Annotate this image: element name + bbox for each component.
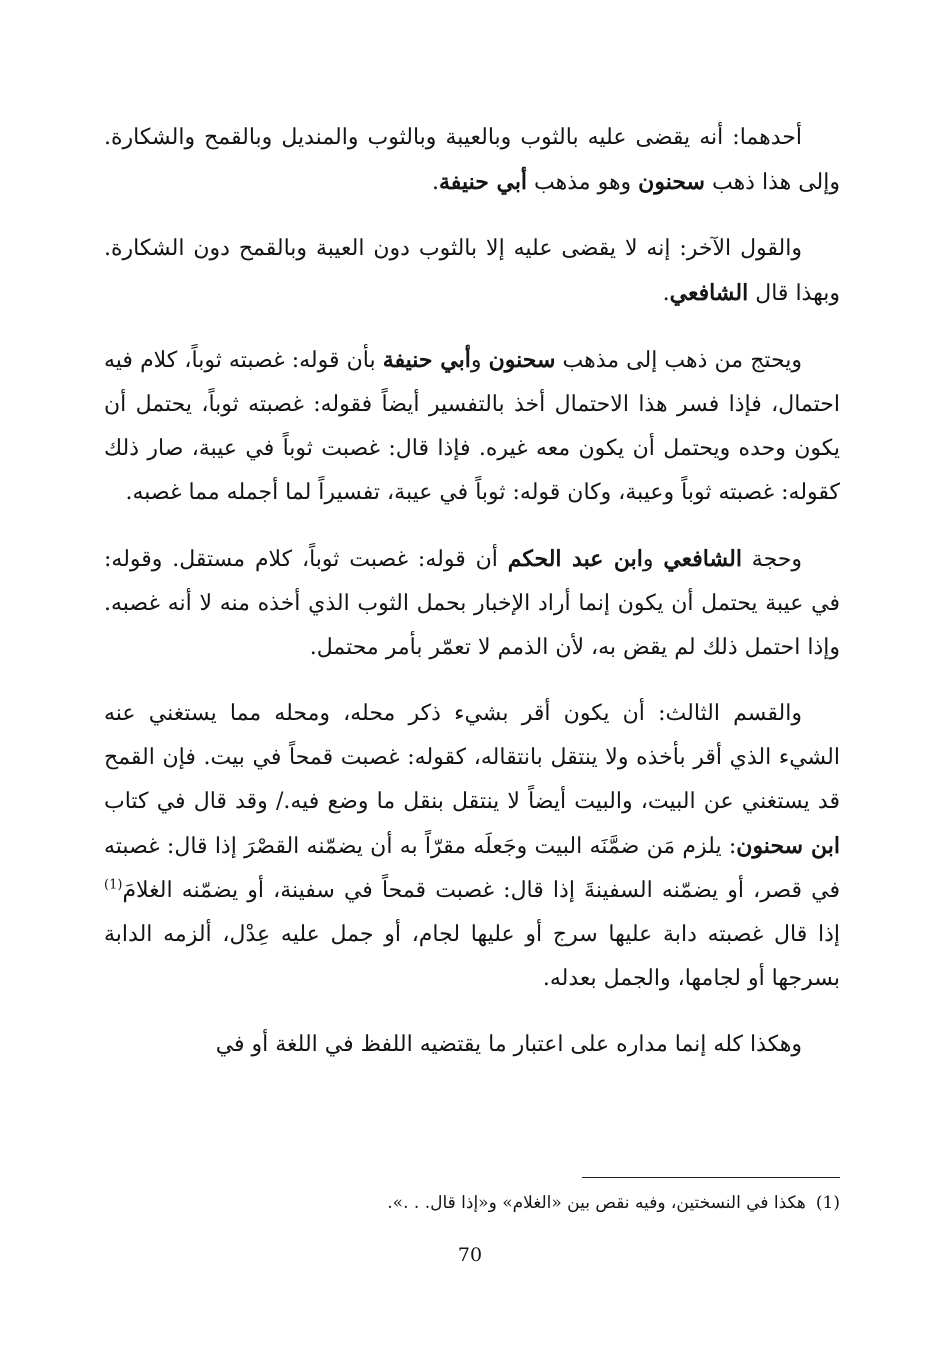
text-run: بأن قوله: غصبته ثوباً، كلام فيه احتمال، فإذا فسر هذا الاحتمال أخذ بالتفسير أيضاً فقوله: غصبته ثوباً، يحتمل أن يكون وحده ويحتمل أن يكون معه غيره. فإذا قال: غصبت ثوباً في عيبة، صار ذلك كقوله: غصبته ثوباً وعيبة، وكان قوله: ثوباً في عيبة، تفسيراً لما أجمله مما غصبه. xyxy=(104,348,840,505)
paragraph-6 xyxy=(104,1023,840,1067)
footnote-text: هكذا في النسختين، وفيه نقص بين «الغلام» و«إذا قال. . .». xyxy=(387,1193,806,1213)
text-run: أحدهما: أنه يقضى عليه بالثوب وبالعيبة وبالثوب والمنديل وبالقمح والشكارة. وإلى هذا ذهب xyxy=(104,125,840,195)
paragraph-3 xyxy=(104,338,840,515)
paragraph-2 xyxy=(104,227,840,316)
text-run: و xyxy=(642,547,664,572)
paragraph-4 xyxy=(104,537,840,670)
text-run: . xyxy=(432,170,440,195)
text-run: . xyxy=(662,281,670,306)
paragraph-1 xyxy=(104,116,840,205)
bold-name: الشافعي xyxy=(663,546,742,572)
text-run: والقول الآخر: إنه لا يقضى عليه إلا بالثوب دون العيبة وبالقمح دون الشكارة. وبهذا قال xyxy=(104,236,840,306)
bold-name: أبي حنيفة xyxy=(439,169,528,195)
text-run: أن قوله: غصبت ثوباً، كلام مستقل. وقوله: في عيبة يحتمل أن يكون إنما أراد الإخبار بحمل الثوب الذي أخذه منه لا أنه غصبه. وإذا احتمل ذلك لم يقض به، لأن الذمم لا تعمّر بأمر محتمل. xyxy=(104,547,840,660)
bold-name: ابن سحنون xyxy=(736,833,840,859)
paragraph-5 xyxy=(104,692,840,1001)
page-number: 70 xyxy=(457,1244,483,1266)
footnote-number: (1) xyxy=(815,1193,840,1213)
text-run: و xyxy=(470,348,489,373)
bold-name: أبي حنيفة xyxy=(382,347,471,373)
text-run: : يلزم مَن ضمَّنَه البيت وجَعلَه مقرّاً به أن يضمّنه القصْرَ إذا قال: غصبته في قصر، أو يضمّنه السفينةَ إذا قال: غصبت قمحاً في سفينة، أو يضمّنه الغلامَ xyxy=(104,834,840,903)
text-run: وهو مذهب xyxy=(527,170,639,195)
bold-name: الشافعي xyxy=(669,280,749,306)
bold-name: سحنون xyxy=(488,347,556,373)
text-run: والقسم الثالث: أن يكون أقر بشيء ذكر محله، ومحله مما يستغني عنه الشيء الذي أقر بأخذه ولا ينتقل بانتقاله، كقوله: غصبت قمحاً في بيت. فإن القمح قد يستغني عن البيت، والبيت أيضاً لا ينتقل بنقل ما وضع فيه./ وقد قال في كتاب xyxy=(104,701,840,814)
footnote xyxy=(104,1188,840,1218)
footnote-reference: (1) xyxy=(104,877,123,893)
text-run: ويحتج من ذهب إلى مذهب xyxy=(555,348,802,373)
text-run: إذا قال غصبته دابة عليها سرج أو عليها لجام، أو جمل عليه عِدْل، ألزمه الدابة بسرجها أو لجامها، والجمل بعدله. xyxy=(104,922,840,991)
text-run: وهكذا كله إنما مداره على اعتبار ما يقتضيه اللفظ في اللغة أو في xyxy=(215,1032,802,1057)
footnote-divider xyxy=(582,1177,840,1178)
bold-name: ابن عبد الحكم xyxy=(507,546,643,572)
text-run: وحجة xyxy=(741,547,803,572)
main-text xyxy=(104,116,840,1067)
bold-name: سحنون xyxy=(638,169,705,195)
